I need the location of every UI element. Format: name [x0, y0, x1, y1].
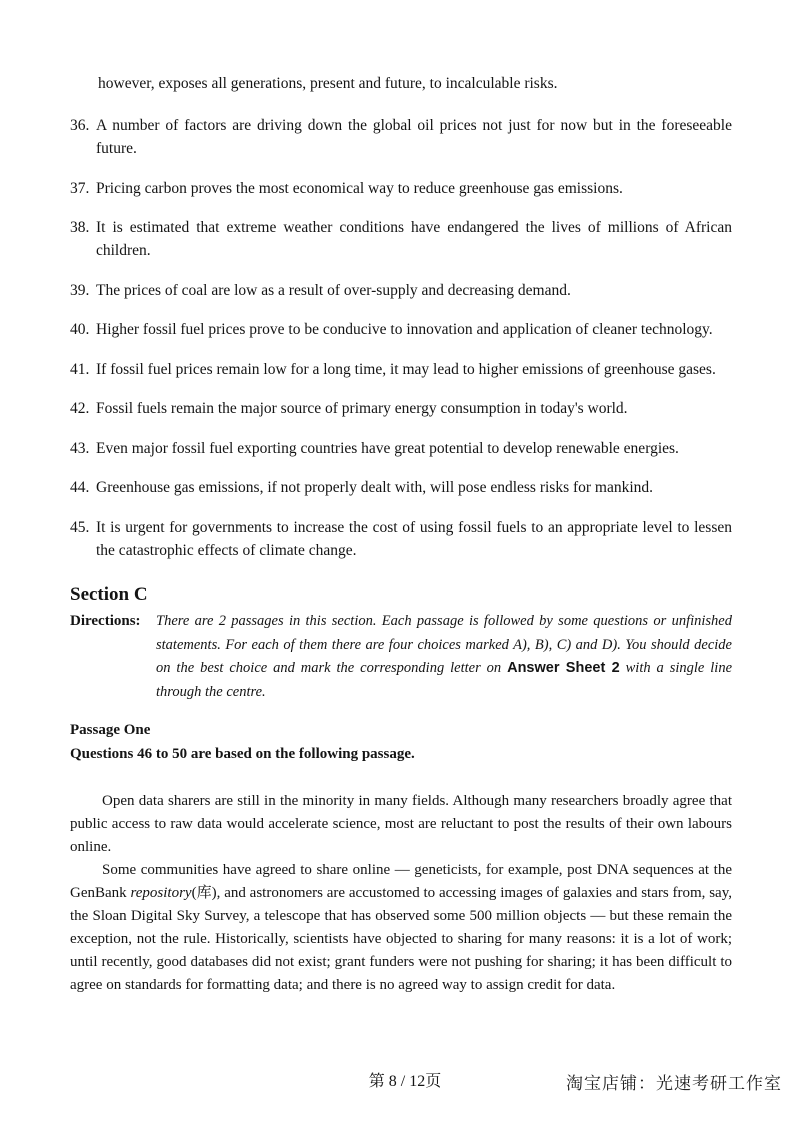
questions-heading: Questions 46 to 50 are based on the following passage.	[70, 746, 415, 762]
directions-text	[156, 610, 732, 704]
answer-sheet-label: Answer Sheet 2	[507, 660, 620, 676]
passage-paragraph	[70, 859, 732, 997]
statement-item	[70, 476, 732, 499]
statement-item	[70, 318, 732, 341]
statement-text: Higher fossil fuel prices prove to be conducive to innovation and application of cleaner technology.	[96, 321, 713, 338]
directions-label: Directions:	[70, 613, 141, 629]
paragraph-text: , and astronomers are accustomed to accessing images of galaxies and stars from, say, the Sloan Digital Sky Survey, a telescope that has observed some 500 million objects — but these remain the exception, not the rule. Historically, scientists have objected to sharing for many reasons: it is a lot of work; until recently, good databases did not exist; grant funders were not pushing for sharing; it has been difficult to agree on standards for formatting data; and there is no agreed way to assign credit for data.	[70, 885, 732, 993]
statement-item	[70, 177, 732, 200]
paragraph-text: Some communities have agreed to share online — geneticists, for example, post DNA sequences at the GenBank	[70, 862, 732, 901]
statement-number: 42.	[70, 400, 90, 417]
italic-term: repository	[130, 885, 192, 901]
statement-text: It is urgent for governments to increase the cost of using fossil fuels to an appropriate level to lessen the catastrophic effects of climate change.	[96, 518, 732, 559]
statement-number: 36.	[70, 117, 90, 134]
statement-list	[70, 114, 732, 578]
statement-item	[70, 437, 732, 460]
statement-text: A number of factors are driving down the global oil prices not just for now but in the foreseeable future.	[96, 117, 732, 157]
shop-watermark: 淘宝店铺：光速考研工作室	[566, 1074, 782, 1094]
page-number: 第 8 / 12页	[368, 1073, 442, 1090]
directions-block	[70, 610, 732, 704]
statement-item	[70, 279, 732, 302]
statement-number: 38.	[70, 219, 90, 236]
statement-text: Even major fossil fuel exporting countries have great potential to develop renewable energies.	[96, 439, 679, 457]
statement-text: Pricing carbon proves the most economical way to reduce greenhouse gas emissions.	[96, 179, 623, 197]
statement-number: 44.	[70, 479, 90, 496]
term-gloss: (库)	[191, 885, 217, 901]
statement-item	[70, 114, 732, 160]
statement-text: Fossil fuels remain the major source of primary energy consumption in today's world.	[96, 400, 628, 417]
statement-text: If fossil fuel prices remain low for a long time, it may lead to higher emissions of greenhouse gases.	[96, 360, 716, 378]
statement-text: Greenhouse gas emissions, if not properly dealt with, will pose endless risks for mankind.	[96, 479, 654, 496]
statement-number: 43.	[70, 439, 90, 457]
directions-text-part: There are 2 passages in this section. Each passage is followed by some questions or unfinished statements. For each of them there are four choices marked A), B), C) and D). You should decide on the best choice and mark the corresponding letter on	[156, 613, 732, 676]
statement-item	[70, 216, 732, 262]
statement-item	[70, 358, 732, 381]
section-title: Section C	[70, 584, 148, 605]
statement-item	[70, 516, 732, 562]
statement-number: 37.	[70, 179, 90, 197]
statement-number: 39.	[70, 281, 90, 299]
statement-text: The prices of coal are low as a result of over-supply and decreasing demand.	[96, 281, 571, 299]
statement-number: 41.	[70, 360, 90, 378]
statement-text: It is estimated that extreme weather conditions have endangered the lives of millions of African children.	[96, 219, 732, 259]
directions-text-part: with a single line through the centre.	[156, 660, 733, 700]
passage-body	[70, 790, 732, 997]
statement-number: 40.	[70, 321, 90, 338]
continuation-line: however, exposes all generations, present and future, to incalculable risks.	[98, 75, 558, 92]
passage-paragraph: Open data sharers are still in the minority in many fields. Although many researchers broadly agree that public access to raw data would accelerate science, most are reluctant to post the results of their own labours online.	[70, 793, 732, 855]
passage-title: Passage One	[70, 722, 151, 738]
statement-item	[70, 397, 732, 420]
statement-number: 45.	[70, 518, 90, 536]
